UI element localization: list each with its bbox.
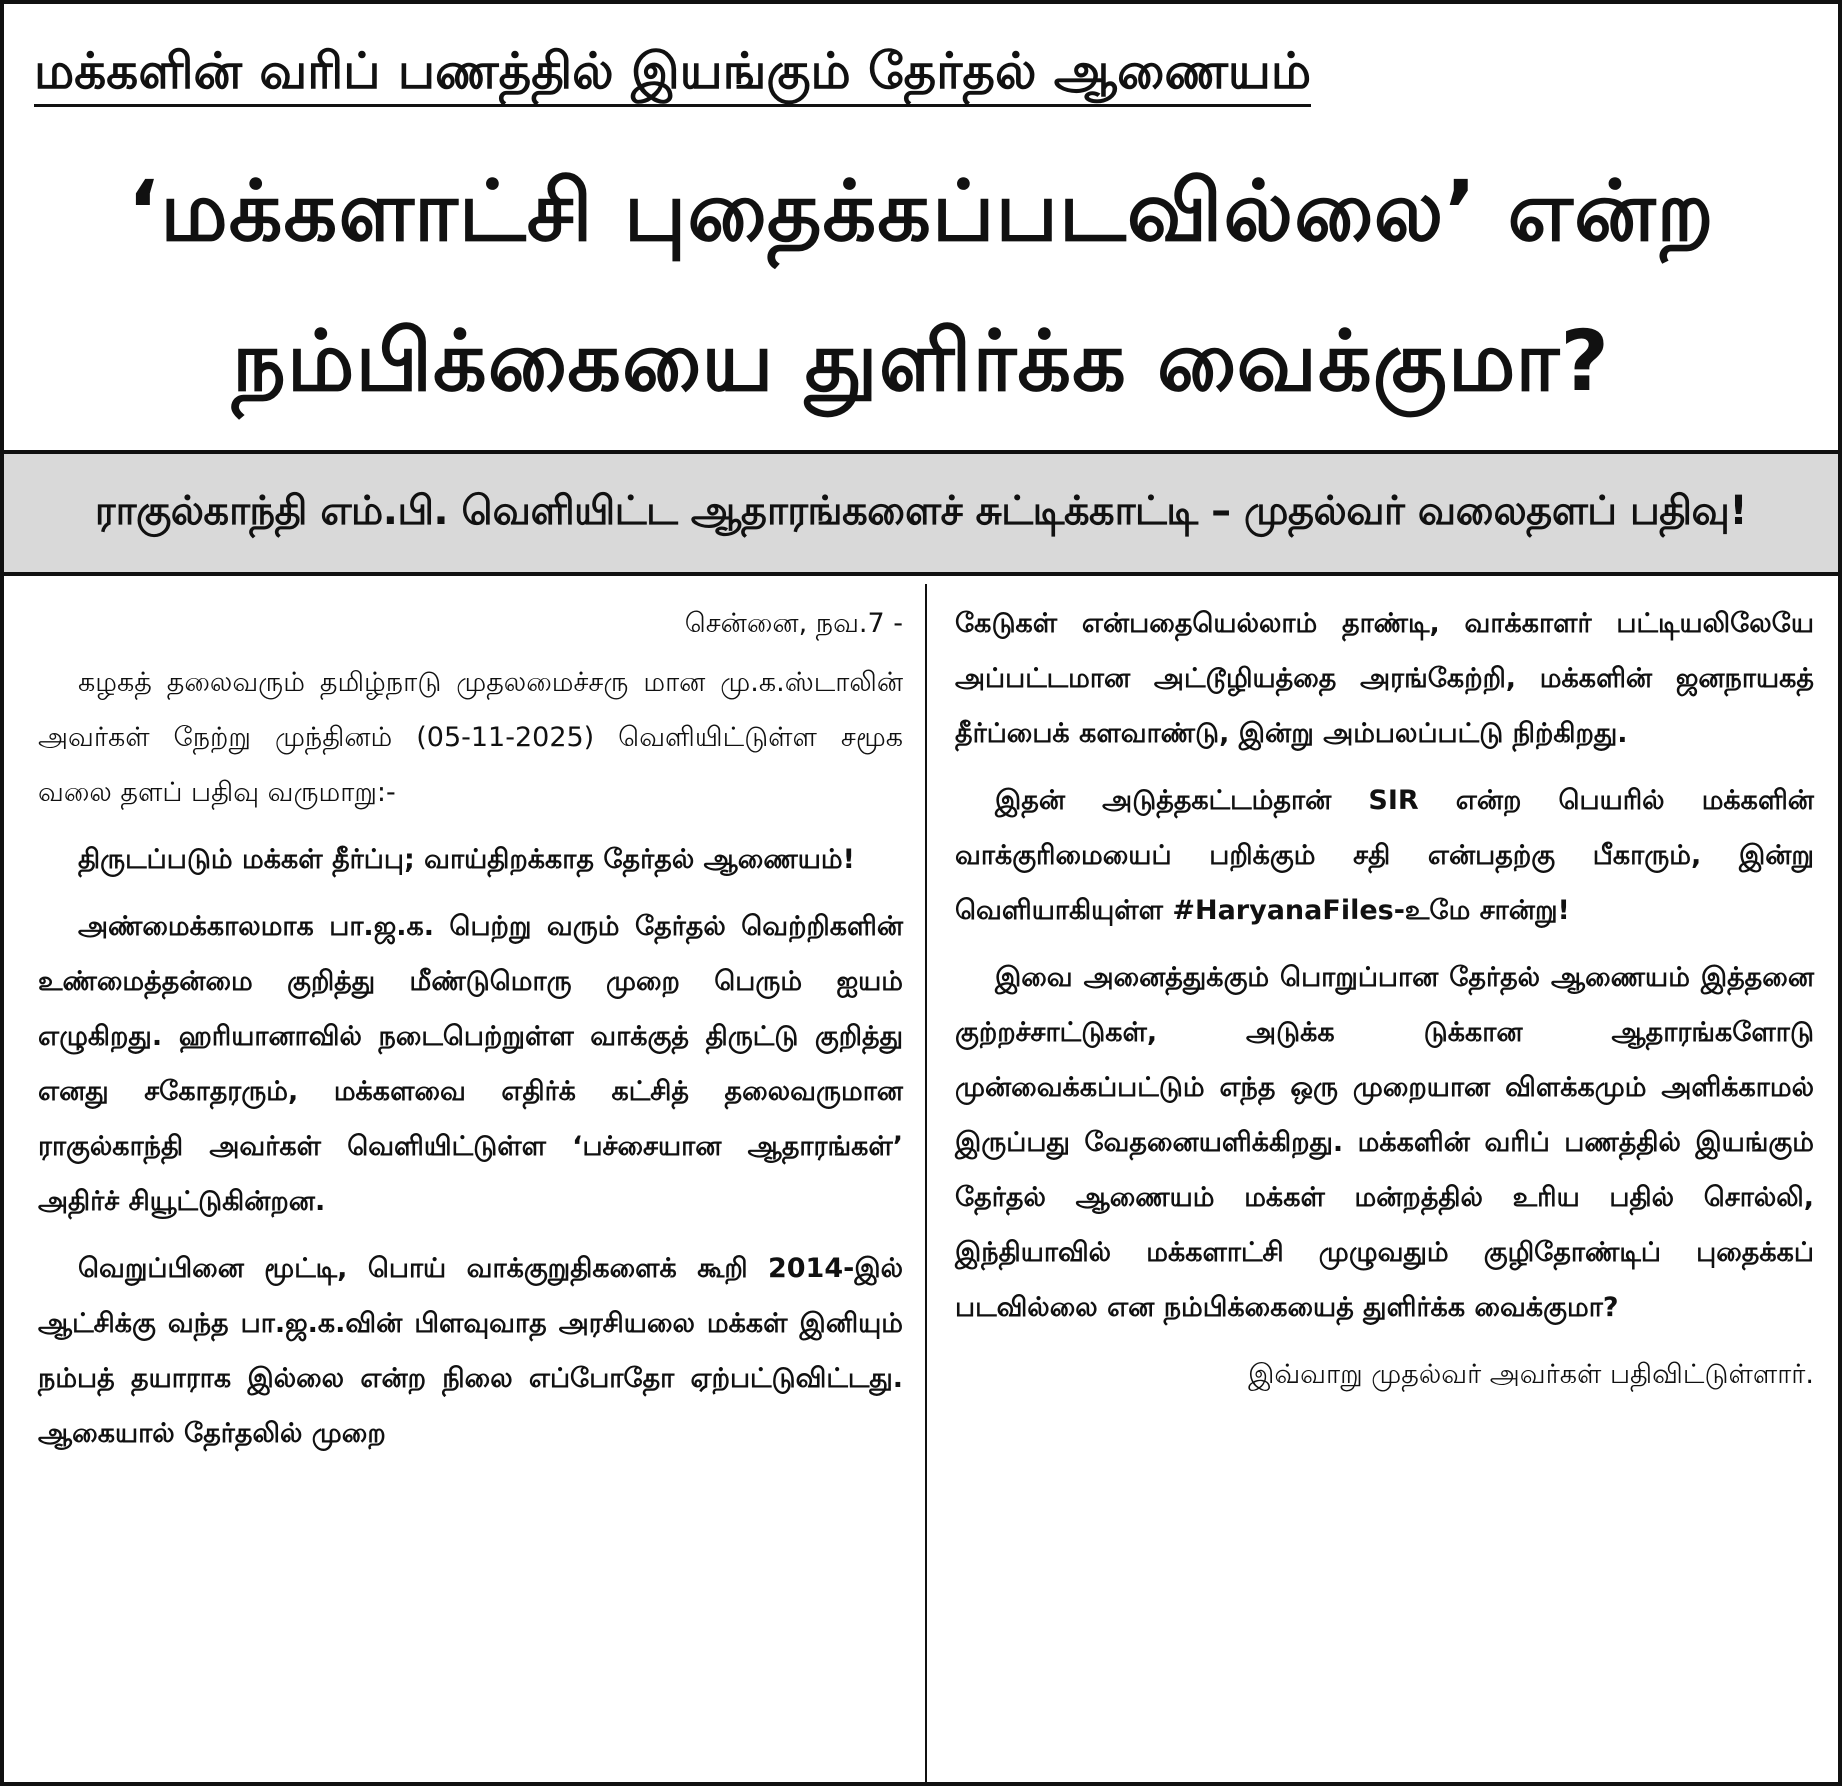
headline-line-1: ‘மக்களாட்சி புதைக்கப்படவில்லை’ என்ற — [127, 162, 1715, 260]
signoff-line: இவ்வாறு முதல்வர் அவர்கள் பதிவிட்டுள்ளார். — [1248, 1359, 1814, 1390]
article-body — [4, 584, 1838, 1782]
left-column — [4, 584, 927, 1782]
body-paragraph: வெறுப்பினை மூட்டி, பொய் வாக்குறுதிகளைக் கூறி 2014-இல் ஆட்சிக்கு வந்த பா.ஜ.க.வின் பிளவுவாத அரசியலை மக்கள் இனியும் நம்பத் தயாராக இல்லை என்ற நிலை எப்போதோ ஏற்பட்டுவிட்டது. ஆகையால் தேர்தலில் முறை — [38, 1253, 903, 1449]
main-headline — [4, 124, 1838, 450]
right-column — [927, 584, 1838, 1782]
section-subtitle: திருடப்படும் மக்கள் தீர்ப்பு; வாய்திறக்காத தேர்தல் ஆணையம்! — [78, 844, 855, 875]
subheadline-banner: ராகுல்காந்தி எம்.பி. வெளியிட்ட ஆதாரங்களைச் சுட்டிக்காட்டி – முதல்வர் வலைதளப் பதிவு! — [4, 450, 1838, 576]
kicker-row — [4, 4, 1838, 124]
kicker-headline: மக்களின் வரிப் பணத்தில் இயங்கும் தேர்தல் ஆணையம் — [34, 38, 1311, 107]
dateline: சென்னை, நவ.7 - — [684, 608, 903, 639]
headline-line-2: நம்பிக்கையை துளிர்க்க வைக்குமா? — [231, 312, 1611, 410]
body-paragraph: இவை அனைத்துக்கும் பொறுப்பான தேர்தல் ஆணையம் இத்தனை குற்றச்சாட்டுகள், அடுக்க டுக்கான ஆதாரங்களோடு முன்வைக்கப்பட்டும் எந்த ஒரு முறையான விளக்கமும் அளிக்காமல் இருப்பது வேதனையளிக்கிறது. மக்களின் வரிப் பணத்தில் இயங்கும் தேர்தல் ஆணையம் மக்கள் மன்றத்தில் உரிய பதில் சொல்லி, இந்தியாவில் மக்களாட்சி முழுவதும் குழிதோண்டிப் புதைக்கப் படவில்லை என நம்பிக்கையைத் துளிர்க்க வைக்குமா? — [955, 962, 1814, 1323]
body-paragraph: அண்மைக்காலமாக பா.ஜ.க. பெற்று வரும் தேர்தல் வெற்றிகளின் உண்மைத்தன்மை குறித்து மீண்டுமொரு முறை பெரும் ஐயம் எழுகிறது. ஹரியானாவில் நடைபெற்றுள்ள வாக்குத் திருட்டு குறித்து எனது சகோதரரும், மக்களவை எதிர்க் கட்சித் தலைவருமான ராகுல்காந்தி அவர்கள் வெளியிட்டுள்ள ‘பச்சையான ஆதாரங்கள்’ அதிர்ச் சியூட்டுகின்றன. — [38, 911, 903, 1217]
body-paragraph-continued: கேடுகள் என்பதையெல்லாம் தாண்டி, வாக்காளர் பட்டியலிலேயே அப்பட்டமான அட்டூழியத்தை அரங்கேற்றி, மக்களின் ஜனநாயகத் தீர்ப்பைக் களவாண்டு, இன்று அம்பலப்பட்டு நிற்கிறது. — [955, 608, 1814, 749]
body-paragraph: இதன் அடுத்தகட்டம்தான் SIR என்ற பெயரில் மக்களின் வாக்குரிமையைப் பறிக்கும் சதி என்பதற்கு பீகாரும், இன்று வெளியாகியுள்ள #HaryanaFiles-உமே சான்று! — [955, 785, 1814, 926]
intro-paragraph: கழகத் தலைவரும் தமிழ்நாடு முதலமைச்சரு மான மு.க.ஸ்டாலின் அவர்கள் நேற்று முந்தினம் (05-11-2025) வெளியிட்டுள்ள சமூக வலை தளப் பதிவு வருமாறு:- — [38, 667, 903, 808]
